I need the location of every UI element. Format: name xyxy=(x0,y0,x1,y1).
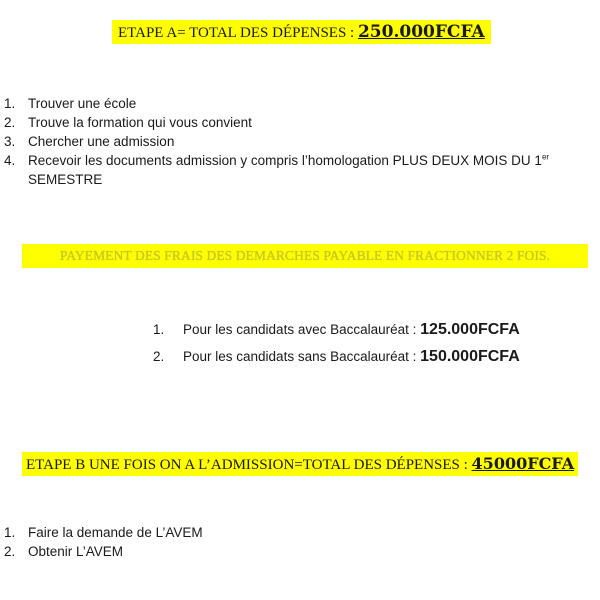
list-item-number: 1. xyxy=(4,525,16,540)
payment-banner: PAYEMENT DES FRAIS DES DEMARCHES PAYABLE EN FRACTIONNER 2 FOIS. xyxy=(22,244,588,268)
list-item xyxy=(4,94,594,113)
list-item-text: Trouver une école xyxy=(28,96,137,111)
list-item xyxy=(4,113,594,132)
list-item-number: 3. xyxy=(4,134,16,149)
list-item-number: 1. xyxy=(4,96,16,111)
list-item-text: Trouve la formation qui vous convient xyxy=(28,115,252,130)
list-item-number: 2. xyxy=(4,544,16,559)
list-item xyxy=(153,343,593,370)
list-item-text-continued: SEMESTRE xyxy=(28,172,103,187)
step-a-amount: 250.000FCFA xyxy=(357,22,485,42)
list-item-content xyxy=(183,343,593,370)
step-a-heading xyxy=(112,20,491,44)
list-item xyxy=(4,523,594,542)
amount: 150.000FCFA xyxy=(420,348,520,365)
list-item-text: Pour les candidats sans Baccalauréat : xyxy=(183,349,421,364)
step-a-list xyxy=(4,94,594,189)
list-item-number: 2. xyxy=(4,115,16,130)
list-item-text: Obtenir L’AVEM xyxy=(28,544,124,559)
amount: 125.000FCFA xyxy=(420,321,520,338)
list-item-text: Pour les candidats avec Baccalauréat : xyxy=(183,322,421,337)
list-item xyxy=(4,132,594,151)
list-item-text: Faire la demande de L’AVEM xyxy=(28,525,203,540)
list-item xyxy=(4,542,594,561)
step-b-list xyxy=(4,523,594,561)
list-item-number: 4. xyxy=(4,153,16,168)
payment-list xyxy=(153,316,593,370)
list-item-number: 1. xyxy=(153,322,165,337)
step-b-amount: 45000FCFA xyxy=(471,454,575,473)
list-item-text: Chercher une admission xyxy=(28,134,175,149)
list-item xyxy=(4,151,594,189)
list-item xyxy=(153,316,593,343)
step-a-label: ETAPE A= TOTAL DES DÉPENSES : xyxy=(118,25,358,41)
list-item-content xyxy=(183,316,593,343)
list-item-number: 2. xyxy=(153,349,165,364)
step-b-label: ETAPE B UNE FOIS ON A L’ADMISSION=TOTAL DES DÉPENSES : xyxy=(26,457,472,473)
list-item-text-block xyxy=(28,151,594,189)
list-item-text: Recevoir les documents admission y compris l’homologation PLUS DEUX MOIS DU 1 xyxy=(28,153,542,168)
superscript: er xyxy=(541,152,550,162)
step-b-heading xyxy=(22,452,578,476)
